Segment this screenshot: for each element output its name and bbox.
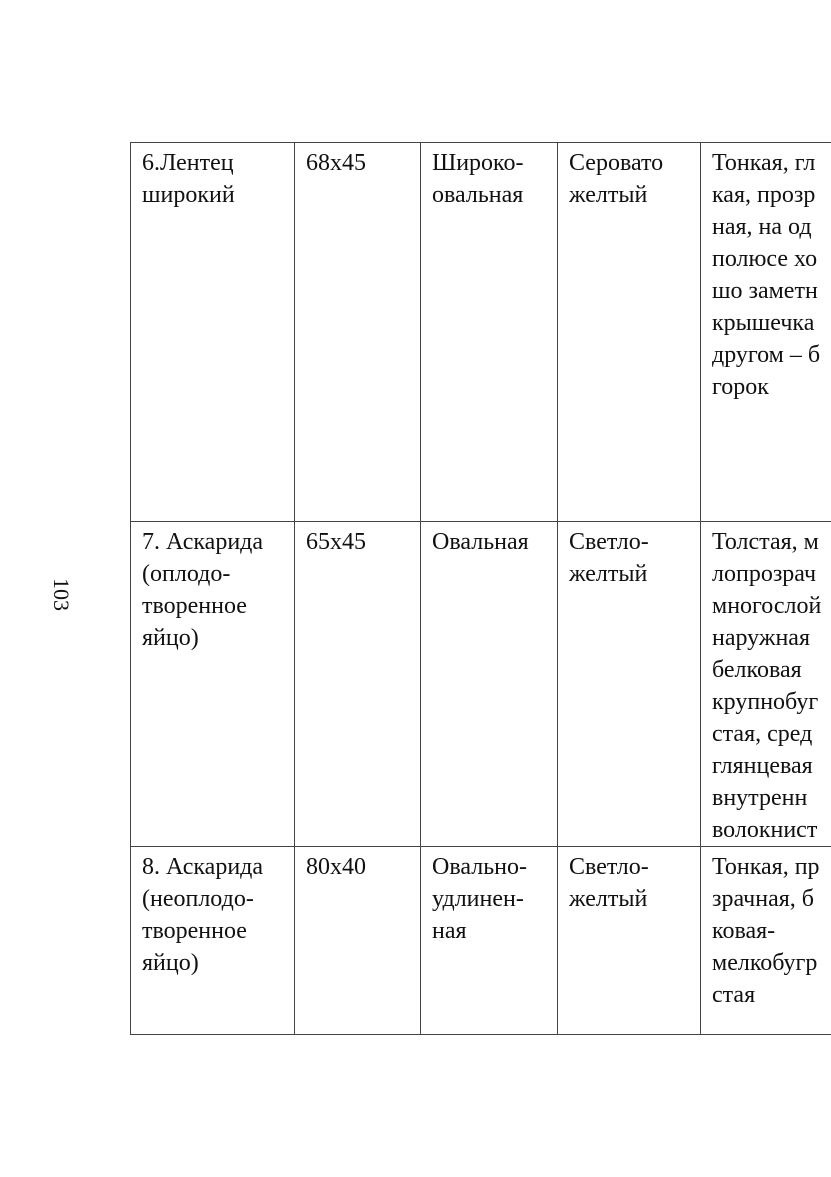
table-row: [131, 143, 831, 522]
shell-cell: Толстая, м лопрозрач многослой наружная белковая крупнобуг стая, сред глянцевая внутренн волокнист: [701, 522, 831, 847]
page-number: 103: [49, 578, 74, 611]
species-cell: 6.Лентец широкий: [131, 143, 295, 522]
table-row: [131, 522, 831, 847]
shape-cell: Широко- овальная: [421, 143, 558, 522]
size-cell: 65х45: [295, 522, 421, 847]
shape-cell: Овальная: [421, 522, 558, 847]
species-cell: 8. Аскарида (неоплодо- творенное яйцо): [131, 847, 295, 1035]
shell-cell: Тонкая, пр зрачная, б ковая- мелкобугр стая: [701, 847, 831, 1035]
shape-cell: Овально- удлинен- ная: [421, 847, 558, 1035]
shell-cell: Тонкая, гл кая, прозр ная, на од полюсе хо шо заметн крышечка другом – б горок: [701, 143, 831, 522]
color-cell: Светло- желтый: [558, 847, 701, 1035]
species-cell: 7. Аскарида (оплодо- творенное яйцо): [131, 522, 295, 847]
size-cell: 80х40: [295, 847, 421, 1035]
color-cell: Светло- желтый: [558, 522, 701, 847]
size-cell: 68х45: [295, 143, 421, 522]
table-row: [131, 847, 831, 1035]
egg-characteristics-table: [130, 142, 831, 1035]
color-cell: Серовато желтый: [558, 143, 701, 522]
